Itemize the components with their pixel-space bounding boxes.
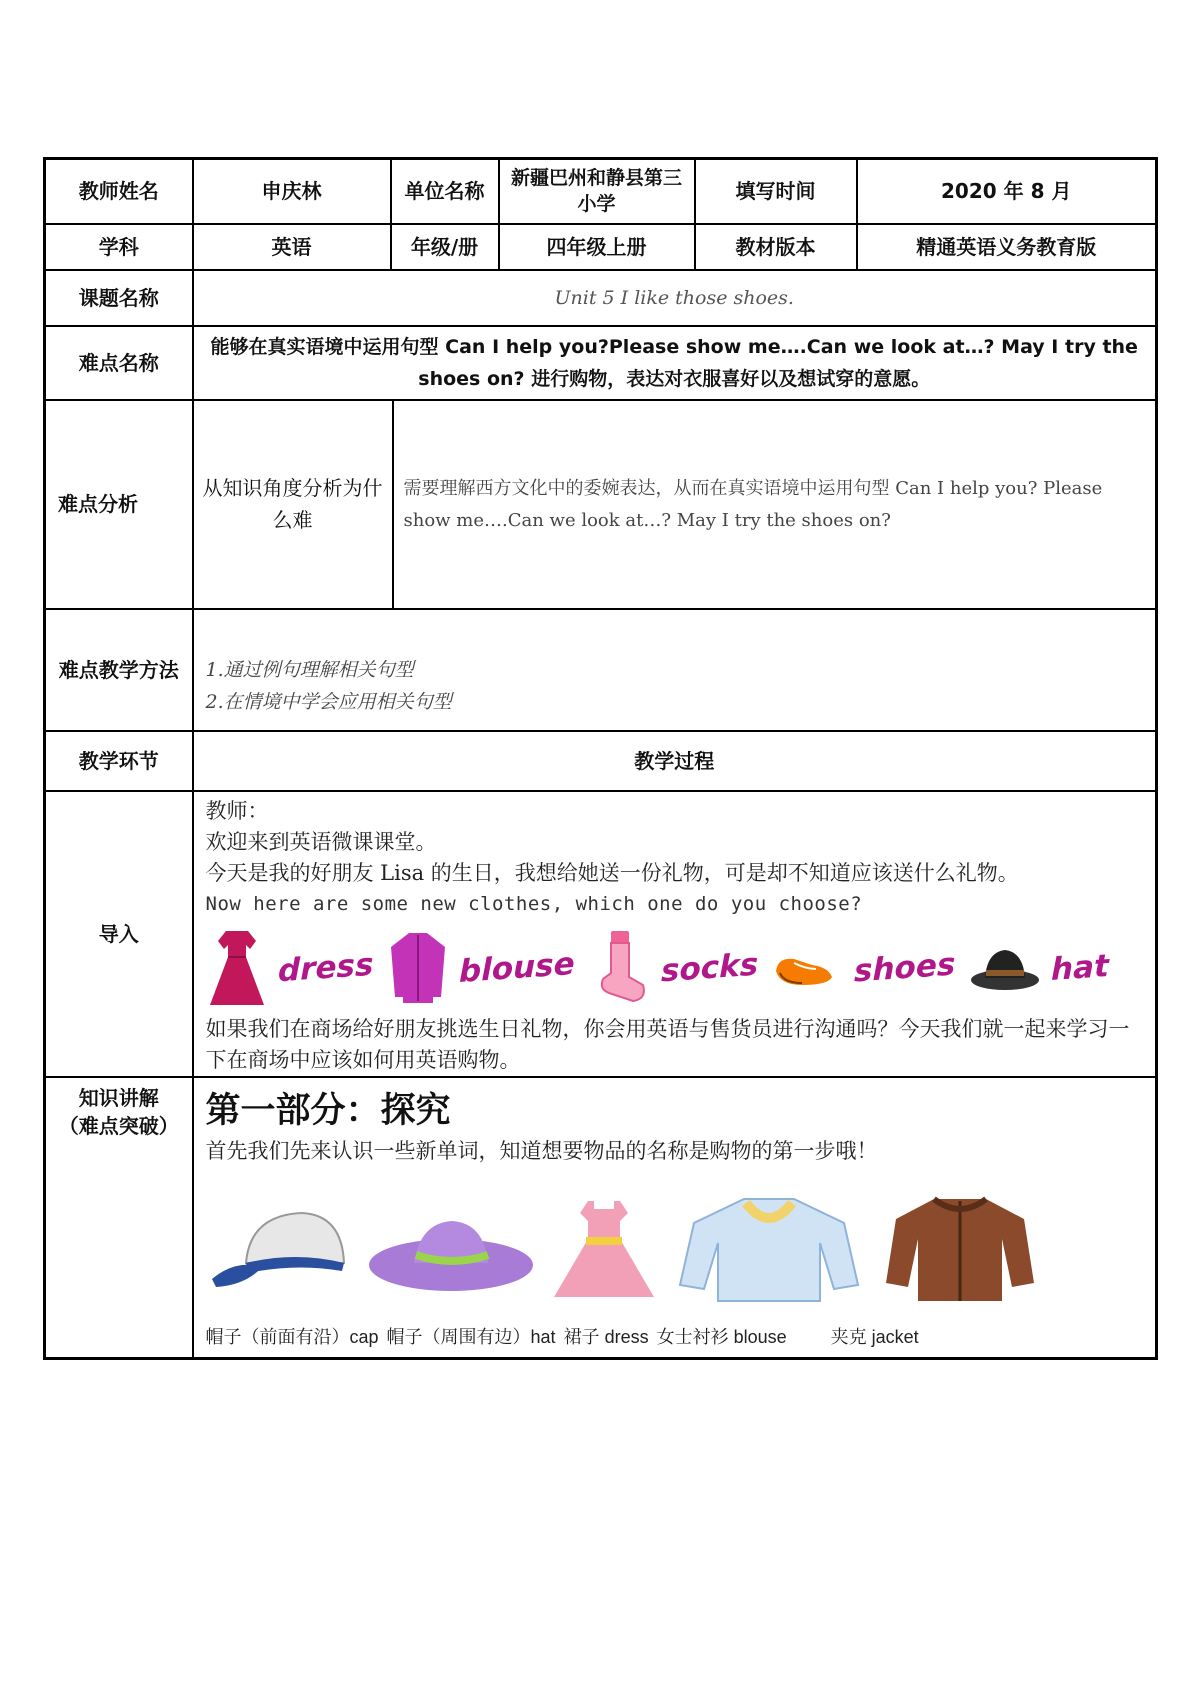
teacher-value: 申庆林 <box>193 159 391 224</box>
clothes-label: hat <box>1051 947 1109 988</box>
unit-value: 新疆巴州和静县第三小学 <box>499 159 695 224</box>
clothes-item-dress <box>206 927 373 1009</box>
grade-value: 四年级上册 <box>499 224 695 270</box>
subject-value: 英语 <box>193 224 391 270</box>
lesson-plan-table <box>43 157 1158 1360</box>
edition-value: 精通英语义务教育版 <box>857 224 1157 270</box>
vocab-caption: 帽子（周围有边）hat <box>386 1326 556 1347</box>
time-value: 2020 年 8 月 <box>857 159 1157 224</box>
grade-label: 年级/册 <box>391 224 499 270</box>
intro-english-line: Now here are some new clothes, which one do you choose? <box>205 892 863 915</box>
info-row-2 <box>45 224 1157 270</box>
knowledge-label-line1: 知识讲解 <box>78 1085 159 1110</box>
topic-row <box>45 270 1157 326</box>
edition-label: 教材版本 <box>695 224 857 270</box>
clothes-item-blouse <box>387 927 575 1009</box>
method-item: 2.在情境中学会应用相关句型 <box>205 690 452 713</box>
method-item: 1.通过例句理解相关句型 <box>205 658 414 681</box>
intro-line: 教师： <box>205 798 269 823</box>
subject-label: 学科 <box>45 224 193 270</box>
unit-label: 单位名称 <box>391 159 499 224</box>
blouse-icon <box>387 927 449 1009</box>
methods-row <box>45 609 1157 731</box>
vocab-caption: 女士衬衫 blouse <box>656 1326 787 1347</box>
difficulty-label: 难点名称 <box>45 326 193 400</box>
lesson-plan-sheet <box>43 157 1155 1360</box>
knowledge-label <box>45 1077 193 1359</box>
analysis-sub-label: 从知识角度分析为什么难 <box>194 401 394 608</box>
vocab-caption: 夹克 jacket <box>830 1326 919 1347</box>
part-title: 第一部分：探究 <box>205 1089 451 1131</box>
hat-icon <box>969 932 1041 1004</box>
analysis-value: 需要理解西方文化中的委婉表达，从而在真实语境中运用句型 Can I help you? Please show me….Can we look at…? May I try the shoes on? <box>403 477 1103 531</box>
socks-icon <box>589 927 651 1009</box>
info-row-1 <box>45 159 1157 224</box>
analysis-label: 难点分析 <box>45 400 193 609</box>
shoes-icon <box>772 943 844 993</box>
clothes-item-hat <box>969 932 1109 1004</box>
intro-label: 导入 <box>45 791 193 1077</box>
intro-cell <box>193 791 1157 1077</box>
teacher-label: 教师姓名 <box>45 159 193 224</box>
section-header-row <box>45 731 1157 791</box>
clothes-label: blouse <box>458 945 575 990</box>
analysis-cell <box>193 400 1157 609</box>
clothes-label: dress <box>277 946 373 989</box>
knowledge-row <box>45 1077 1157 1359</box>
knowledge-label-line2: （难点突破） <box>58 1113 179 1138</box>
brim-hat-icon <box>366 1193 536 1303</box>
difficulty-value: 能够在真实语境中运用句型 Can I help you?Please show me….Can we look at…? May I try the shoes on? 进行购物，表达对衣服喜好以及想试穿的意愿。 <box>193 326 1157 400</box>
blouse-pic-icon <box>674 1193 864 1303</box>
methods-cell <box>193 609 1157 731</box>
vocabulary-pictures-row <box>206 1183 1146 1303</box>
vocab-caption: 裙子 dress <box>563 1326 649 1347</box>
intro-closing: 如果我们在商场给好朋友挑选生日礼物，你会用英语与售货员进行沟通吗？今天我们就一起来学习一下在商场中应该如何用英语购物。 <box>205 1016 1130 1072</box>
jacket-icon <box>880 1193 1040 1303</box>
intro-row <box>45 791 1157 1077</box>
vocab-caption: 帽子（前面有沿）cap <box>205 1326 379 1347</box>
clothes-label: shoes <box>853 945 956 990</box>
dress-icon <box>206 927 268 1009</box>
cap-icon <box>206 1193 356 1303</box>
clothes-label: socks <box>660 946 758 989</box>
section-value: 教学过程 <box>193 731 1157 791</box>
knowledge-intro: 首先我们先来认识一些新单词，知道想要物品的名称是购物的第一步哦！ <box>205 1138 878 1163</box>
clothes-item-socks <box>589 927 758 1009</box>
intro-line: 欢迎来到英语微课课堂。 <box>205 829 437 854</box>
difficulty-row <box>45 326 1157 400</box>
methods-label: 难点教学方法 <box>45 609 193 731</box>
skirt-dress-icon <box>544 1193 664 1303</box>
section-label: 教学环节 <box>45 731 193 791</box>
time-label: 填写时间 <box>695 159 857 224</box>
topic-value: Unit 5 I like those shoes. <box>193 270 1157 326</box>
topic-label: 课题名称 <box>45 270 193 326</box>
clothes-illustration-row <box>206 922 1146 1014</box>
intro-line: 今天是我的好朋友 Lisa 的生日，我想给她送一份礼物，可是却不知道应该送什么礼物。 <box>205 860 1019 885</box>
analysis-row <box>45 400 1157 609</box>
clothes-item-shoes <box>772 943 955 993</box>
vocabulary-caption-row <box>206 1323 1146 1349</box>
knowledge-cell <box>193 1077 1157 1359</box>
